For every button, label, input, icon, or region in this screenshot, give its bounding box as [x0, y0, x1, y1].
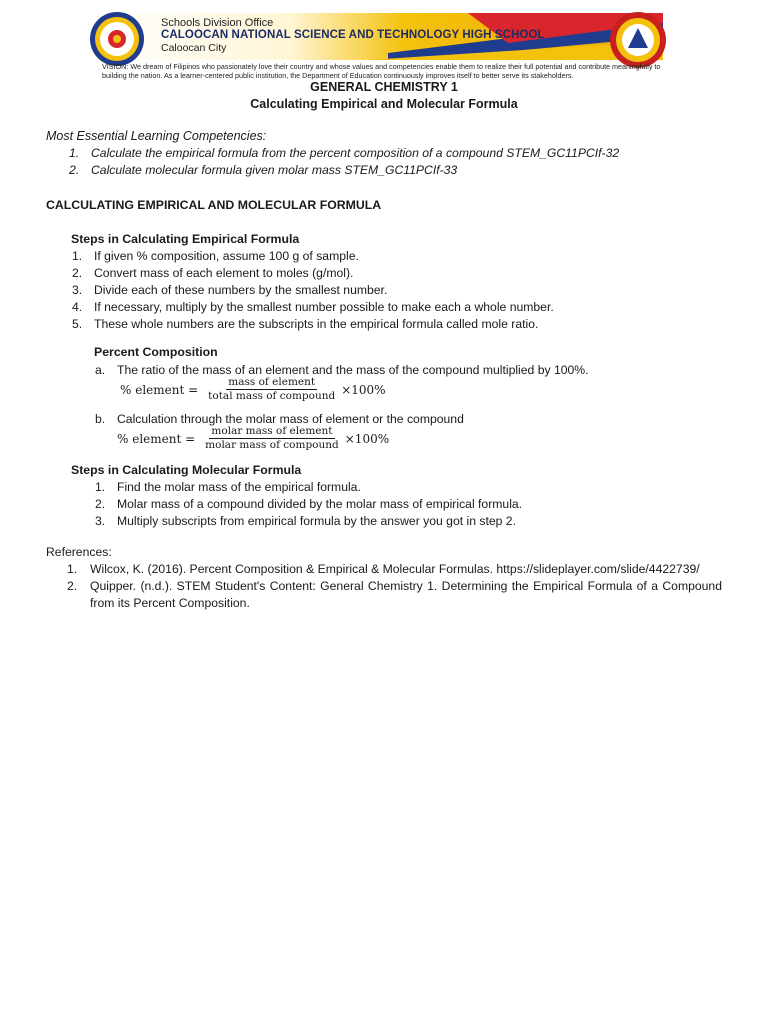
list-item: 2. Quipper. (n.d.). STEM Student's Content: General Chemistry 1. Determining the Empirical Formula of a Compound from its Percent Composition.: [67, 579, 722, 610]
list-item: 3. Divide each of these numbers by the smallest number.: [72, 283, 388, 297]
competencies-heading: Most Essential Learning Competencies:: [46, 129, 267, 143]
list-item: 1. Calculate the empirical formula from the percent composition of a compound STEM_GC11PCIf-32: [69, 146, 620, 160]
list-item: 1. Wilcox, K. (2016). Percent Composition & Empirical & Molecular Formulas. https://slideplayer.com/slide/4422739/: [67, 562, 700, 576]
subject-title: GENERAL CHEMISTRY 1: [310, 80, 458, 94]
header-office: Schools Division Office: [161, 17, 274, 29]
list-item: b. Calculation through the molar mass of element or the compound: [95, 412, 464, 426]
header-city: Caloocan City: [161, 42, 227, 54]
lesson-title: Calculating Empirical and Molecular Formula: [250, 97, 518, 111]
empirical-steps-list: [72, 248, 554, 333]
percent-composition-formula-a: % element = $\frac{\text{mass of element}}{\text{total mass of compound}}$ ×100%: [120, 376, 386, 402]
list-item: 5. These whole numbers are the subscripts in the empirical formula called mole ratio.: [72, 317, 539, 331]
list-item: a. The ratio of the mass of an element and the mass of the compound multiplied by 100%.: [95, 363, 589, 377]
list-item: 2. Calculate molecular formula given molar mass STEM_GC11PCIf-33: [69, 163, 458, 177]
list-item: 2. Molar mass of a compound divided by the molar mass of empirical formula.: [95, 497, 523, 511]
percent-composition-formula-b: % element = $\frac{\text{molar mass of element}}{\text{molar mass of compound}}$ ×100%: [117, 425, 390, 451]
deped-seal-icon: [88, 10, 146, 68]
vision-statement: VISION: We dream of Filipinos who passionately love their country and whose values and competencies enable them to realize their full potential and contribute meaningfully to building the nation. As a learner-centered public institution, the Department of Education continuously improves itself to better serve its stakeholders.: [102, 62, 661, 80]
molecular-steps-list: [95, 479, 523, 530]
school-header: [88, 10, 668, 80]
list-item: 1. If given % composition, assume 100 g of sample.: [72, 249, 359, 263]
references-list: [67, 561, 722, 612]
list-item: 3. Multiply subscripts from empirical formula by the answer you got in step 2.: [95, 514, 516, 528]
header-school-name: CALOOCAN NATIONAL SCIENCE AND TECHNOLOGY HIGH SCHOOL: [161, 29, 545, 41]
section-heading: CALCULATING EMPIRICAL AND MOLECULAR FORMULA: [46, 198, 382, 212]
list-item: 4. If necessary, multiply by the smallest number possible to make each a whole number.: [72, 300, 554, 314]
list-item: 2. Convert mass of each element to moles (g/mol).: [72, 266, 354, 280]
list-item: 1. Find the molar mass of the empirical formula.: [95, 480, 361, 494]
percent-composition-heading: Percent Composition: [94, 345, 218, 359]
empirical-heading: Steps in Calculating Empirical Formula: [71, 232, 300, 246]
fraction: $\frac{\text{molar mass of element}}{\text{molar mass of compound}}$: [205, 425, 339, 451]
molecular-heading: Steps in Calculating Molecular Formula: [71, 463, 302, 477]
competencies-list: [69, 145, 620, 179]
references-heading: References:: [46, 545, 112, 559]
school-seal-icon: [608, 10, 668, 70]
fraction: $\frac{\text{mass of element}}{\text{total mass of compound}}$: [208, 376, 336, 402]
